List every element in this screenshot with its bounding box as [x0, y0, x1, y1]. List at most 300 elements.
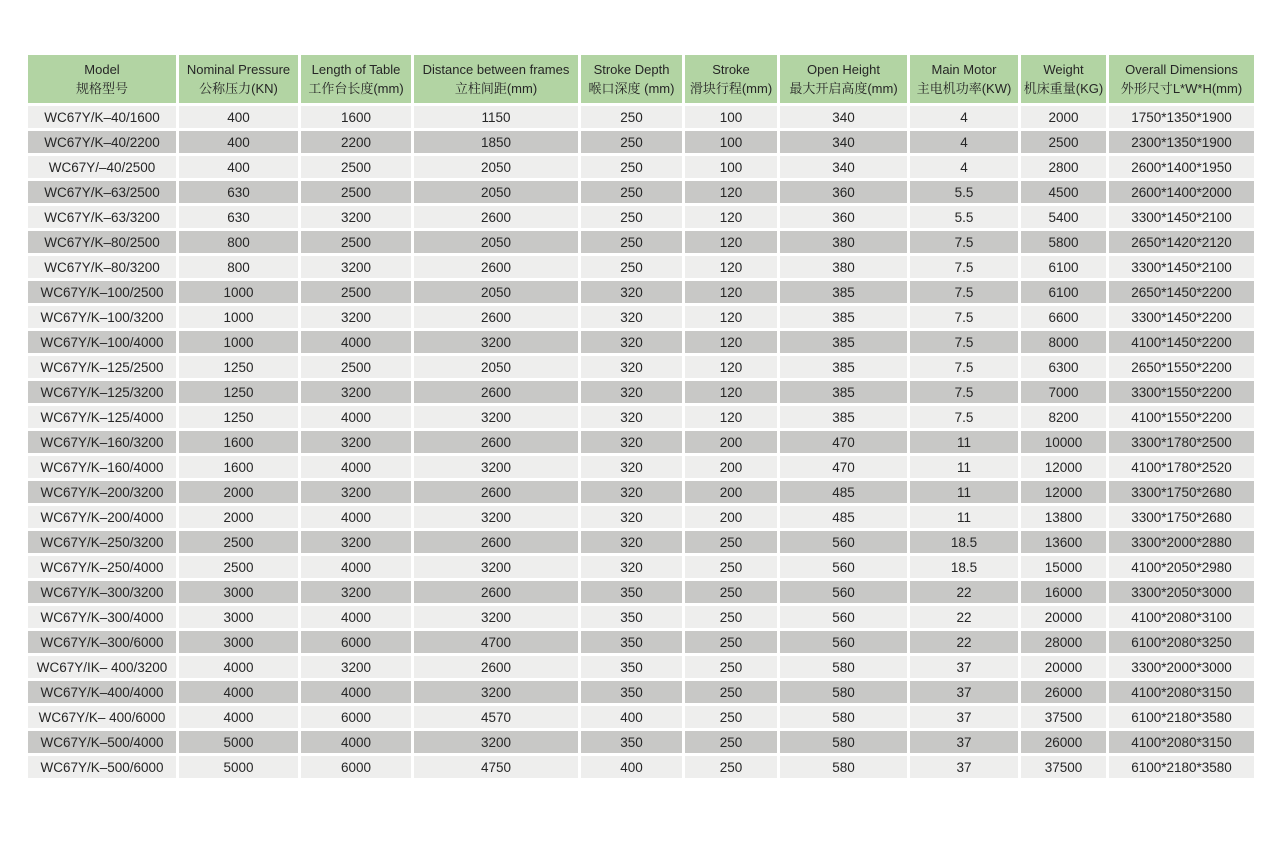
cell-length_of_table: 4000: [301, 556, 411, 578]
cell-model: WC67Y/K–500/6000: [28, 756, 176, 778]
cell-model: WC67Y/K–400/4000: [28, 681, 176, 703]
cell-nominal_pressure: 2000: [179, 506, 298, 528]
table-row: [28, 356, 1254, 378]
col-header-overall-dimensions: [1109, 55, 1254, 103]
cell-main_motor: 37: [910, 706, 1018, 728]
cell-weight: 15000: [1021, 556, 1106, 578]
table-row: [28, 381, 1254, 403]
cell-model: WC67Y/K–63/3200: [28, 206, 176, 228]
cell-weight: 37500: [1021, 706, 1106, 728]
cell-stroke_depth: 250: [581, 156, 682, 178]
cell-open_height: 340: [780, 106, 907, 128]
cell-open_height: 385: [780, 356, 907, 378]
col-header-weight: [1021, 55, 1106, 103]
cell-nominal_pressure: 400: [179, 156, 298, 178]
cell-distance_between_frames: 2600: [414, 656, 578, 678]
cell-stroke_depth: 320: [581, 331, 682, 353]
cell-main_motor: 22: [910, 581, 1018, 603]
cell-length_of_table: 3200: [301, 481, 411, 503]
cell-model: WC67Y/K–125/4000: [28, 406, 176, 428]
table-row: [28, 506, 1254, 528]
cell-model: WC67Y/K–160/3200: [28, 431, 176, 453]
table-row: [28, 631, 1254, 653]
cell-model: WC67Y/K–300/6000: [28, 631, 176, 653]
cell-stroke: 120: [685, 206, 777, 228]
cell-overall_dimensions: 2300*1350*1900: [1109, 131, 1254, 153]
cell-distance_between_frames: 1150: [414, 106, 578, 128]
col-header-model-en: Model: [84, 61, 120, 77]
cell-main_motor: 7.5: [910, 231, 1018, 253]
col-header-weight-en: Weight: [1043, 61, 1084, 77]
cell-distance_between_frames: 2050: [414, 231, 578, 253]
cell-stroke_depth: 250: [581, 231, 682, 253]
cell-stroke_depth: 400: [581, 756, 682, 778]
cell-model: WC67Y/K–200/4000: [28, 506, 176, 528]
cell-stroke: 200: [685, 481, 777, 503]
cell-overall_dimensions: 6100*2080*3250: [1109, 631, 1254, 653]
cell-stroke: 120: [685, 231, 777, 253]
cell-weight: 13600: [1021, 531, 1106, 553]
cell-stroke: 250: [685, 556, 777, 578]
cell-overall_dimensions: 3300*1750*2680: [1109, 506, 1254, 528]
cell-open_height: 580: [780, 656, 907, 678]
cell-open_height: 580: [780, 731, 907, 753]
cell-distance_between_frames: 2050: [414, 356, 578, 378]
cell-nominal_pressure: 630: [179, 206, 298, 228]
table-row: [28, 531, 1254, 553]
cell-main_motor: 4: [910, 131, 1018, 153]
cell-weight: 8200: [1021, 406, 1106, 428]
cell-distance_between_frames: 3200: [414, 506, 578, 528]
cell-distance_between_frames: 4700: [414, 631, 578, 653]
cell-distance_between_frames: 2600: [414, 306, 578, 328]
cell-weight: 4500: [1021, 181, 1106, 203]
cell-open_height: 580: [780, 706, 907, 728]
table-row: [28, 106, 1254, 128]
cell-stroke: 120: [685, 256, 777, 278]
cell-distance_between_frames: 3200: [414, 406, 578, 428]
cell-length_of_table: 3200: [301, 306, 411, 328]
cell-open_height: 580: [780, 681, 907, 703]
col-header-stroke-zh: 滑块行程(mm): [689, 81, 773, 96]
cell-stroke_depth: 320: [581, 556, 682, 578]
col-header-open-height-zh: 最大开启高度(mm): [789, 81, 898, 96]
cell-nominal_pressure: 5000: [179, 756, 298, 778]
cell-distance_between_frames: 2050: [414, 156, 578, 178]
cell-stroke_depth: 320: [581, 306, 682, 328]
cell-distance_between_frames: 2600: [414, 431, 578, 453]
cell-overall_dimensions: 6100*2180*3580: [1109, 706, 1254, 728]
cell-model: WC67Y/K–80/2500: [28, 231, 176, 253]
cell-weight: 2800: [1021, 156, 1106, 178]
cell-main_motor: 11: [910, 481, 1018, 503]
cell-main_motor: 11: [910, 431, 1018, 453]
cell-stroke_depth: 400: [581, 706, 682, 728]
cell-length_of_table: 3200: [301, 206, 411, 228]
cell-distance_between_frames: 3200: [414, 456, 578, 478]
cell-stroke_depth: 320: [581, 356, 682, 378]
cell-overall_dimensions: 3300*1450*2200: [1109, 306, 1254, 328]
cell-overall_dimensions: 3300*1450*2100: [1109, 256, 1254, 278]
cell-nominal_pressure: 1250: [179, 356, 298, 378]
cell-nominal_pressure: 1250: [179, 406, 298, 428]
cell-nominal_pressure: 2500: [179, 556, 298, 578]
table-row: [28, 306, 1254, 328]
table-row: [28, 206, 1254, 228]
cell-length_of_table: 2500: [301, 231, 411, 253]
cell-nominal_pressure: 2500: [179, 531, 298, 553]
col-header-model-zh: 规格型号: [75, 81, 128, 96]
cell-distance_between_frames: 2050: [414, 181, 578, 203]
cell-length_of_table: 2500: [301, 281, 411, 303]
cell-stroke_depth: 350: [581, 606, 682, 628]
cell-overall_dimensions: 2650*1420*2120: [1109, 231, 1254, 253]
cell-open_height: 470: [780, 431, 907, 453]
cell-model: WC67Y/K–40/2200: [28, 131, 176, 153]
cell-weight: 20000: [1021, 606, 1106, 628]
cell-weight: 12000: [1021, 481, 1106, 503]
cell-open_height: 385: [780, 406, 907, 428]
cell-length_of_table: 3200: [301, 256, 411, 278]
cell-main_motor: 18.5: [910, 556, 1018, 578]
cell-model: WC67Y/IK– 400/3200: [28, 656, 176, 678]
table-row: [28, 131, 1254, 153]
cell-nominal_pressure: 800: [179, 256, 298, 278]
cell-stroke_depth: 250: [581, 256, 682, 278]
cell-main_motor: 5.5: [910, 181, 1018, 203]
cell-distance_between_frames: 2600: [414, 481, 578, 503]
cell-length_of_table: 4000: [301, 681, 411, 703]
cell-open_height: 560: [780, 556, 907, 578]
cell-stroke_depth: 320: [581, 506, 682, 528]
table-row: [28, 606, 1254, 628]
cell-overall_dimensions: 3300*2050*3000: [1109, 581, 1254, 603]
cell-stroke: 120: [685, 281, 777, 303]
cell-stroke_depth: 320: [581, 531, 682, 553]
cell-weight: 7000: [1021, 381, 1106, 403]
cell-length_of_table: 4000: [301, 606, 411, 628]
cell-open_height: 560: [780, 531, 907, 553]
cell-main_motor: 7.5: [910, 406, 1018, 428]
cell-main_motor: 7.5: [910, 331, 1018, 353]
cell-stroke_depth: 320: [581, 281, 682, 303]
cell-stroke: 120: [685, 381, 777, 403]
cell-main_motor: 22: [910, 606, 1018, 628]
cell-open_height: 385: [780, 281, 907, 303]
cell-main_motor: 11: [910, 456, 1018, 478]
cell-length_of_table: 3200: [301, 656, 411, 678]
cell-length_of_table: 6000: [301, 706, 411, 728]
cell-main_motor: 7.5: [910, 356, 1018, 378]
cell-overall_dimensions: 3300*1750*2680: [1109, 481, 1254, 503]
cell-length_of_table: 2200: [301, 131, 411, 153]
header-row: [28, 55, 1254, 103]
cell-nominal_pressure: 5000: [179, 731, 298, 753]
cell-open_height: 560: [780, 631, 907, 653]
cell-overall_dimensions: 2600*1400*1950: [1109, 156, 1254, 178]
table-row: [28, 706, 1254, 728]
cell-weight: 10000: [1021, 431, 1106, 453]
table-row: [28, 556, 1254, 578]
cell-model: WC67Y/K–500/4000: [28, 731, 176, 753]
cell-main_motor: 4: [910, 156, 1018, 178]
cell-model: WC67Y/K–160/4000: [28, 456, 176, 478]
table-row: [28, 756, 1254, 778]
cell-length_of_table: 3200: [301, 581, 411, 603]
cell-open_height: 485: [780, 506, 907, 528]
cell-weight: 13800: [1021, 506, 1106, 528]
table-row: [28, 431, 1254, 453]
cell-model: WC67Y/–40/2500: [28, 156, 176, 178]
cell-overall_dimensions: 4100*2080*3150: [1109, 681, 1254, 703]
cell-distance_between_frames: 3200: [414, 681, 578, 703]
cell-length_of_table: 4000: [301, 331, 411, 353]
table-row: [28, 456, 1254, 478]
col-header-stroke-depth-zh: 喉口深度 (mm): [588, 81, 675, 96]
cell-weight: 6600: [1021, 306, 1106, 328]
cell-model: WC67Y/K– 400/6000: [28, 706, 176, 728]
col-header-overall-dimensions-en: Overall Dimensions: [1125, 61, 1238, 77]
cell-nominal_pressure: 4000: [179, 706, 298, 728]
cell-main_motor: 5.5: [910, 206, 1018, 228]
col-header-overall-dimensions-zh: 外形尺寸L*W*H(mm): [1120, 81, 1243, 96]
cell-open_height: 485: [780, 481, 907, 503]
col-header-open-height: [780, 55, 907, 103]
cell-nominal_pressure: 1600: [179, 456, 298, 478]
col-header-weight-zh: 机床重量(KG): [1023, 81, 1104, 96]
cell-distance_between_frames: 1850: [414, 131, 578, 153]
cell-model: WC67Y/K–80/3200: [28, 256, 176, 278]
col-header-stroke: [685, 55, 777, 103]
cell-stroke: 250: [685, 706, 777, 728]
cell-overall_dimensions: 3300*1780*2500: [1109, 431, 1254, 453]
cell-open_height: 385: [780, 331, 907, 353]
cell-length_of_table: 4000: [301, 456, 411, 478]
cell-main_motor: 7.5: [910, 256, 1018, 278]
cell-stroke_depth: 320: [581, 406, 682, 428]
cell-weight: 8000: [1021, 331, 1106, 353]
col-header-main-motor-en: Main Motor: [931, 61, 997, 77]
table-row: [28, 581, 1254, 603]
cell-stroke_depth: 250: [581, 181, 682, 203]
cell-length_of_table: 6000: [301, 631, 411, 653]
cell-main_motor: 7.5: [910, 281, 1018, 303]
cell-stroke: 250: [685, 606, 777, 628]
cell-weight: 28000: [1021, 631, 1106, 653]
cell-distance_between_frames: 2600: [414, 256, 578, 278]
cell-model: WC67Y/K–63/2500: [28, 181, 176, 203]
cell-stroke: 120: [685, 356, 777, 378]
cell-open_height: 340: [780, 131, 907, 153]
cell-main_motor: 11: [910, 506, 1018, 528]
cell-length_of_table: 2500: [301, 181, 411, 203]
cell-stroke: 200: [685, 456, 777, 478]
cell-main_motor: 7.5: [910, 306, 1018, 328]
cell-nominal_pressure: 1250: [179, 381, 298, 403]
cell-stroke: 120: [685, 306, 777, 328]
cell-open_height: 385: [780, 381, 907, 403]
cell-model: WC67Y/K–300/3200: [28, 581, 176, 603]
cell-stroke: 120: [685, 331, 777, 353]
cell-model: WC67Y/K–250/4000: [28, 556, 176, 578]
cell-weight: 20000: [1021, 656, 1106, 678]
cell-stroke: 120: [685, 181, 777, 203]
cell-distance_between_frames: 4570: [414, 706, 578, 728]
cell-overall_dimensions: 4100*2080*3150: [1109, 731, 1254, 753]
cell-stroke: 250: [685, 581, 777, 603]
cell-model: WC67Y/K–300/4000: [28, 606, 176, 628]
cell-overall_dimensions: 6100*2180*3580: [1109, 756, 1254, 778]
cell-model: WC67Y/K–125/2500: [28, 356, 176, 378]
cell-overall_dimensions: 4100*1450*2200: [1109, 331, 1254, 353]
cell-overall_dimensions: 4100*1780*2520: [1109, 456, 1254, 478]
cell-length_of_table: 2500: [301, 356, 411, 378]
cell-distance_between_frames: 2050: [414, 281, 578, 303]
cell-length_of_table: 3200: [301, 431, 411, 453]
table-row: [28, 731, 1254, 753]
cell-nominal_pressure: 400: [179, 131, 298, 153]
cell-main_motor: 37: [910, 656, 1018, 678]
cell-stroke: 100: [685, 131, 777, 153]
table-row: [28, 331, 1254, 353]
cell-overall_dimensions: 3300*1450*2100: [1109, 206, 1254, 228]
cell-length_of_table: 4000: [301, 406, 411, 428]
cell-nominal_pressure: 2000: [179, 481, 298, 503]
cell-stroke: 250: [685, 531, 777, 553]
cell-weight: 12000: [1021, 456, 1106, 478]
cell-model: WC67Y/K–100/2500: [28, 281, 176, 303]
cell-open_height: 560: [780, 581, 907, 603]
cell-stroke: 250: [685, 656, 777, 678]
cell-stroke_depth: 320: [581, 381, 682, 403]
cell-weight: 5400: [1021, 206, 1106, 228]
cell-open_height: 580: [780, 756, 907, 778]
cell-open_height: 385: [780, 306, 907, 328]
cell-stroke: 200: [685, 506, 777, 528]
cell-open_height: 360: [780, 206, 907, 228]
cell-weight: 6100: [1021, 256, 1106, 278]
cell-overall_dimensions: 4100*2050*2980: [1109, 556, 1254, 578]
spec-table: [25, 52, 1257, 781]
col-header-stroke-en: Stroke: [712, 61, 750, 77]
cell-main_motor: 7.5: [910, 381, 1018, 403]
cell-weight: 2000: [1021, 106, 1106, 128]
cell-stroke_depth: 350: [581, 731, 682, 753]
cell-nominal_pressure: 630: [179, 181, 298, 203]
col-header-model: [28, 55, 176, 103]
cell-length_of_table: 4000: [301, 731, 411, 753]
cell-nominal_pressure: 3000: [179, 581, 298, 603]
cell-distance_between_frames: 2600: [414, 206, 578, 228]
cell-stroke_depth: 350: [581, 631, 682, 653]
cell-nominal_pressure: 3000: [179, 606, 298, 628]
cell-weight: 5800: [1021, 231, 1106, 253]
cell-overall_dimensions: 1750*1350*1900: [1109, 106, 1254, 128]
cell-length_of_table: 3200: [301, 531, 411, 553]
col-header-distance-between-frames-en: Distance between frames: [422, 61, 570, 77]
cell-open_height: 360: [780, 181, 907, 203]
cell-weight: 26000: [1021, 731, 1106, 753]
cell-open_height: 380: [780, 256, 907, 278]
cell-stroke: 100: [685, 156, 777, 178]
col-header-length-of-table-zh: 工作台长度(mm): [308, 81, 404, 96]
cell-nominal_pressure: 1600: [179, 431, 298, 453]
cell-open_height: 470: [780, 456, 907, 478]
cell-overall_dimensions: 3300*2000*3000: [1109, 656, 1254, 678]
table-row: [28, 481, 1254, 503]
cell-weight: 6100: [1021, 281, 1106, 303]
cell-overall_dimensions: 2600*1400*2000: [1109, 181, 1254, 203]
cell-nominal_pressure: 4000: [179, 681, 298, 703]
cell-stroke: 250: [685, 631, 777, 653]
cell-length_of_table: 6000: [301, 756, 411, 778]
cell-stroke: 250: [685, 756, 777, 778]
table-row: [28, 231, 1254, 253]
cell-weight: 37500: [1021, 756, 1106, 778]
cell-stroke: 200: [685, 431, 777, 453]
table-row: [28, 656, 1254, 678]
cell-model: WC67Y/K–100/4000: [28, 331, 176, 353]
cell-open_height: 340: [780, 156, 907, 178]
cell-weight: 6300: [1021, 356, 1106, 378]
col-header-open-height-en: Open Height: [807, 61, 880, 77]
cell-distance_between_frames: 2600: [414, 381, 578, 403]
cell-length_of_table: 1600: [301, 106, 411, 128]
col-header-main-motor-zh: 主电机功率(KW): [916, 81, 1012, 96]
cell-main_motor: 22: [910, 631, 1018, 653]
cell-distance_between_frames: 2600: [414, 531, 578, 553]
cell-nominal_pressure: 1000: [179, 331, 298, 353]
cell-overall_dimensions: 3300*1550*2200: [1109, 381, 1254, 403]
cell-stroke_depth: 320: [581, 431, 682, 453]
spec-table-body: [28, 106, 1254, 778]
cell-model: WC67Y/K–40/1600: [28, 106, 176, 128]
cell-stroke: 120: [685, 406, 777, 428]
table-row: [28, 281, 1254, 303]
col-header-distance-between-frames: [414, 55, 578, 103]
col-header-nominal-pressure: [179, 55, 298, 103]
cell-model: WC67Y/K–100/3200: [28, 306, 176, 328]
table-row: [28, 156, 1254, 178]
cell-overall_dimensions: 4100*2080*3100: [1109, 606, 1254, 628]
cell-stroke_depth: 350: [581, 581, 682, 603]
col-header-stroke-depth-en: Stroke Depth: [593, 61, 670, 77]
col-header-distance-between-frames-zh: 立柱间距(mm): [454, 81, 538, 96]
cell-overall_dimensions: 2650*1550*2200: [1109, 356, 1254, 378]
cell-length_of_table: 2500: [301, 156, 411, 178]
cell-model: WC67Y/K–250/3200: [28, 531, 176, 553]
cell-model: WC67Y/K–125/3200: [28, 381, 176, 403]
col-header-nominal-pressure-zh: 公称压力(KN): [199, 81, 278, 96]
col-header-stroke-depth: [581, 55, 682, 103]
cell-overall_dimensions: 2650*1450*2200: [1109, 281, 1254, 303]
cell-nominal_pressure: 800: [179, 231, 298, 253]
cell-stroke: 250: [685, 681, 777, 703]
cell-weight: 26000: [1021, 681, 1106, 703]
cell-stroke_depth: 250: [581, 131, 682, 153]
col-header-length-of-table-en: Length of Table: [311, 61, 401, 77]
cell-length_of_table: 4000: [301, 506, 411, 528]
table-row: [28, 181, 1254, 203]
cell-distance_between_frames: 2600: [414, 581, 578, 603]
cell-distance_between_frames: 3200: [414, 731, 578, 753]
cell-stroke_depth: 250: [581, 206, 682, 228]
spec-table-header: [28, 55, 1254, 103]
cell-nominal_pressure: 4000: [179, 656, 298, 678]
cell-main_motor: 37: [910, 681, 1018, 703]
cell-stroke_depth: 350: [581, 656, 682, 678]
cell-open_height: 380: [780, 231, 907, 253]
